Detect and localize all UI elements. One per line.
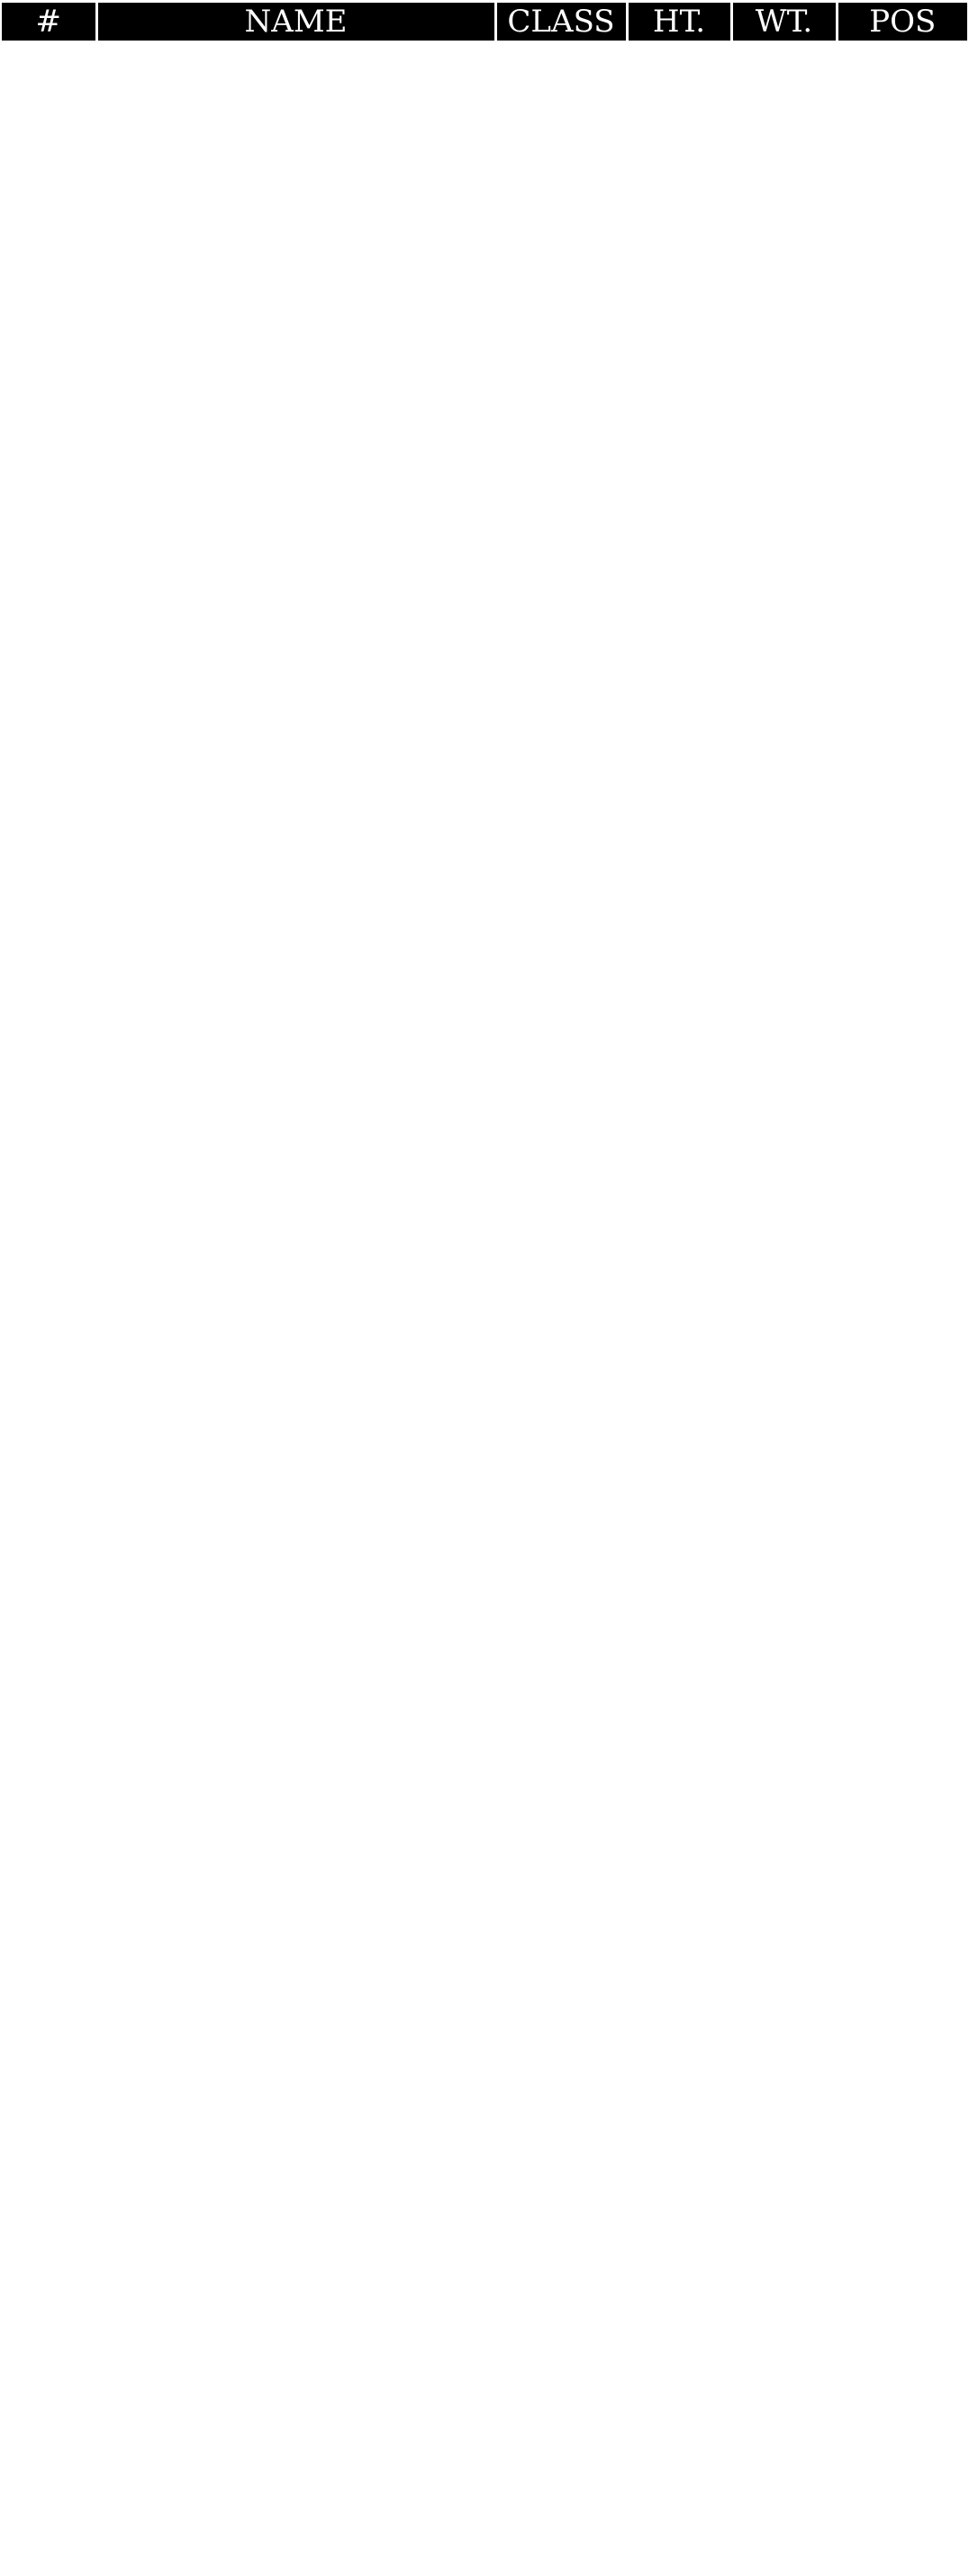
column-header-name[interactable]: NAME [96, 3, 495, 41]
column-header-height[interactable]: HT. [627, 3, 731, 41]
column-header-class[interactable]: CLASS [495, 3, 627, 41]
roster-table [2, 3, 967, 41]
roster-table-header [2, 3, 967, 41]
column-header-number[interactable]: # [2, 3, 96, 41]
column-header-weight[interactable]: WT. [731, 3, 837, 41]
column-header-position[interactable]: POS [837, 3, 967, 41]
header-row [2, 3, 967, 41]
